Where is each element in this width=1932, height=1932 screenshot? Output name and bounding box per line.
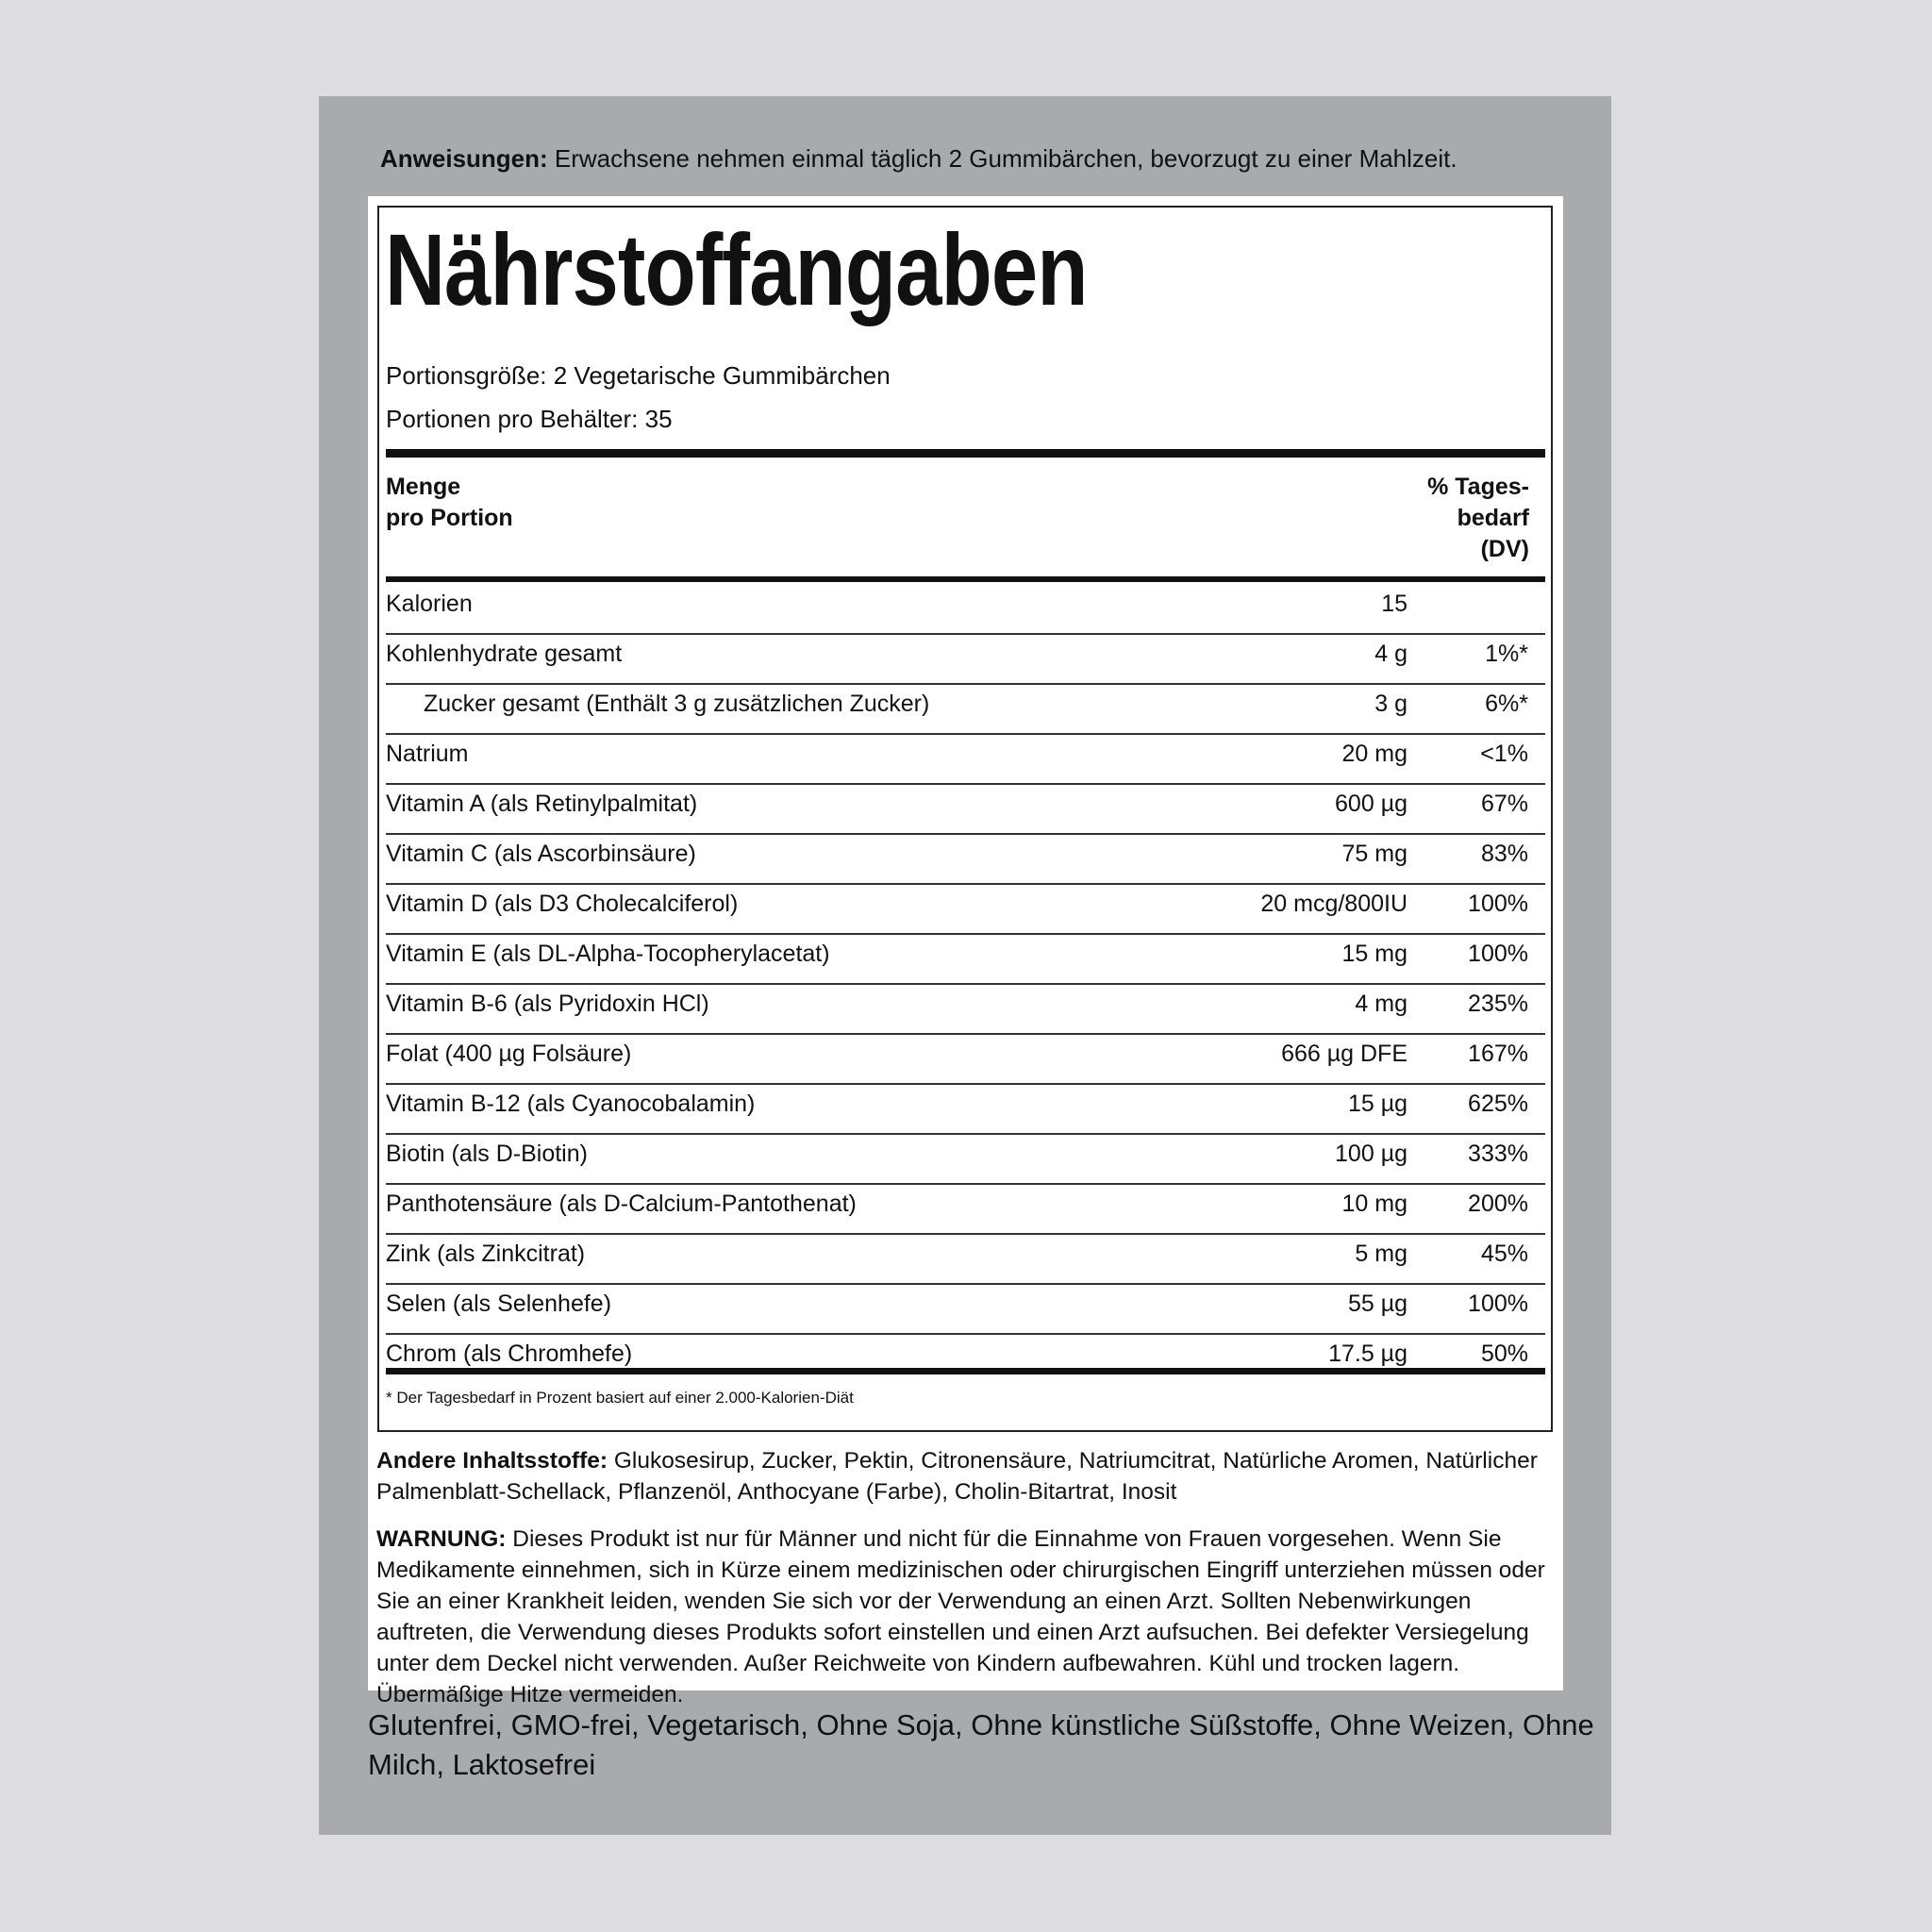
nutrient-dv: 67%: [1480, 791, 1528, 817]
nutrient-amount: 4 g: [1374, 641, 1407, 667]
other-ingredients-text: Glukosesirup, Zucker, Pektin, Citronensäure, Natriumcitrat, Natürliche Aromen, Natürlicher Palmenblatt-Schellack, Pflanzenöl, Anthocyane (Farbe), Cholin-Bitartrat, Inosit: [376, 1448, 1538, 1505]
table-row: [386, 735, 1545, 785]
table-row: [386, 635, 1545, 685]
table-row: [386, 885, 1545, 935]
nutrient-name: Biotin (als D-Biotin): [386, 1141, 588, 1167]
warning: [376, 1524, 1556, 1710]
nutrient-dv: 100%: [1468, 891, 1528, 917]
nutrient-dv: 200%: [1468, 1191, 1528, 1217]
servings-per-container: Portionen pro Behälter: 35: [386, 405, 673, 433]
warning-text: Dieses Produkt ist nur für Männer und nicht für die Einnahme von Frauen vorgesehen. Wenn Sie Medikamente einnehmen, sich in Kürze einem medizinischen oder chirurgischen Eingriff unterziehen müssen oder Sie an einer Krankheit leiden, wenden Sie sich vor der Verwendung an einen Arzt. Sollten Nebenwirkungen auftreten, die Verwendung dieses Produkts sofort einstellen und einen Arzt aufsuchen. Bei defekter Versiegelung unter dem Deckel nicht verwenden. Außer Reichweite von Kindern aufbewahren. Kühl und trocken lagern. Übermäßige Hitze vermeiden.: [376, 1526, 1545, 1707]
dv-header-line3: (DV): [1480, 536, 1529, 562]
thick-rule-top: [386, 449, 1545, 458]
nutrient-amount: 4 mg: [1355, 991, 1407, 1017]
nutrient-name: Kohlenhydrate gesamt: [386, 641, 623, 667]
nutrient-name: Folat (400 µg Folsäure): [386, 1041, 632, 1067]
dv-header-line1: % Tages-: [1427, 474, 1529, 500]
directions: [380, 142, 1569, 175]
table-row: [386, 1085, 1545, 1135]
table-row: [386, 1035, 1545, 1085]
dv-header: [1427, 472, 1529, 565]
warning-label: WARNUNG:: [376, 1526, 507, 1552]
nutrient-amount: 15 mg: [1341, 941, 1407, 967]
nutrient-table: [386, 585, 1545, 1383]
amount-header-line2: pro Portion: [386, 505, 513, 531]
nutrient-dv: 100%: [1468, 941, 1528, 967]
nutrient-name: Vitamin E (als DL-Alpha-Tocopherylacetat): [386, 941, 830, 967]
other-ingredients-label: Andere Inhaltsstoffe:: [376, 1448, 608, 1474]
nutrient-dv: 1%*: [1485, 641, 1528, 667]
nutrient-dv: 6%*: [1485, 691, 1528, 717]
facts-title: Nährstoffangaben: [385, 212, 1088, 326]
nutrient-amount: 55 µg: [1347, 1291, 1407, 1317]
directions-label: Anweisungen:: [380, 144, 548, 173]
amount-header: [386, 472, 513, 534]
product-claims: Glutenfrei, GMO-frei, Vegetarisch, Ohne Soja, Ohne künstliche Süßstoffe, Ohne Weizen, Ohne Milch, Laktosefrei: [368, 1708, 1594, 1781]
nutrient-name: Vitamin A (als Retinylpalmitat): [386, 791, 698, 817]
table-row: [386, 835, 1545, 885]
nutrient-name: Vitamin B-6 (als Pyridoxin HCl): [386, 991, 709, 1017]
nutrient-name: Zucker gesamt (Enthält 3 g zusätzlichen Zucker): [424, 691, 930, 717]
other-ingredients: [376, 1445, 1556, 1507]
nutrient-dv: 45%: [1480, 1241, 1528, 1267]
table-row: [386, 1185, 1545, 1235]
nutrient-amount: 15: [1381, 591, 1407, 617]
nutrient-name: Vitamin C (als Ascorbinsäure): [386, 841, 696, 867]
serving-size: Portionsgröße: 2 Vegetarische Gummibärchen: [386, 361, 891, 390]
table-row: [386, 985, 1545, 1035]
amount-header-line1: Menge: [386, 474, 461, 500]
nutrient-dv: 625%: [1468, 1091, 1528, 1117]
table-row: [386, 1285, 1545, 1335]
nutrient-amount: 15 µg: [1347, 1091, 1407, 1117]
nutrient-name: Kalorien: [386, 591, 473, 617]
nutrient-amount: 3 g: [1374, 691, 1407, 717]
nutrient-dv: 167%: [1468, 1041, 1528, 1067]
nutrient-dv: 83%: [1480, 841, 1528, 867]
nutrient-name: Selen (als Selenhefe): [386, 1291, 612, 1317]
nutrient-amount: 20 mcg/800IU: [1260, 891, 1407, 917]
table-row: [386, 785, 1545, 835]
nutrient-dv: 333%: [1468, 1141, 1528, 1167]
table-row: [386, 1335, 1545, 1383]
dv-footnote: * Der Tagesbedarf in Prozent basiert auf einer 2.000-Kalorien-Diät: [386, 1389, 854, 1407]
table-row: [386, 1135, 1545, 1185]
nutrient-amount: 100 µg: [1335, 1141, 1407, 1167]
table-row: [386, 935, 1545, 985]
nutrient-dv: 50%: [1480, 1341, 1528, 1367]
nutrient-amount: 600 µg: [1335, 791, 1407, 817]
nutrient-name: Zink (als Zinkcitrat): [386, 1241, 586, 1267]
nutrient-dv: 100%: [1468, 1291, 1528, 1317]
table-row: [386, 685, 1545, 735]
nutrient-name: Vitamin B-12 (als Cyanocobalamin): [386, 1091, 756, 1117]
nutrient-name: Vitamin D (als D3 Cholecalciferol): [386, 891, 739, 917]
thick-rule-header: [386, 576, 1545, 582]
nutrient-amount: 5 mg: [1355, 1241, 1407, 1267]
nutrient-amount: 75 mg: [1341, 841, 1407, 867]
thick-rule-bottom: [386, 1368, 1545, 1374]
dv-header-line2: bedarf: [1457, 505, 1529, 531]
table-row: [386, 585, 1545, 635]
nutrient-dv: 235%: [1468, 991, 1528, 1017]
nutrient-amount: 666 µg DFE: [1281, 1041, 1407, 1067]
nutrient-amount: 20 mg: [1341, 741, 1407, 767]
nutrient-amount: 10 mg: [1341, 1191, 1407, 1217]
nutrient-name: Natrium: [386, 741, 469, 767]
nutrient-name: Panthotensäure (als D-Calcium-Pantothenat): [386, 1191, 857, 1217]
nutrient-name: Chrom (als Chromhefe): [386, 1341, 633, 1367]
table-row: [386, 1235, 1545, 1285]
directions-text: Erwachsene nehmen einmal täglich 2 Gummibärchen, bevorzugt zu einer Mahlzeit.: [547, 144, 1457, 173]
nutrient-dv: <1%: [1480, 741, 1528, 767]
nutrient-amount: 17.5 µg: [1328, 1341, 1407, 1367]
